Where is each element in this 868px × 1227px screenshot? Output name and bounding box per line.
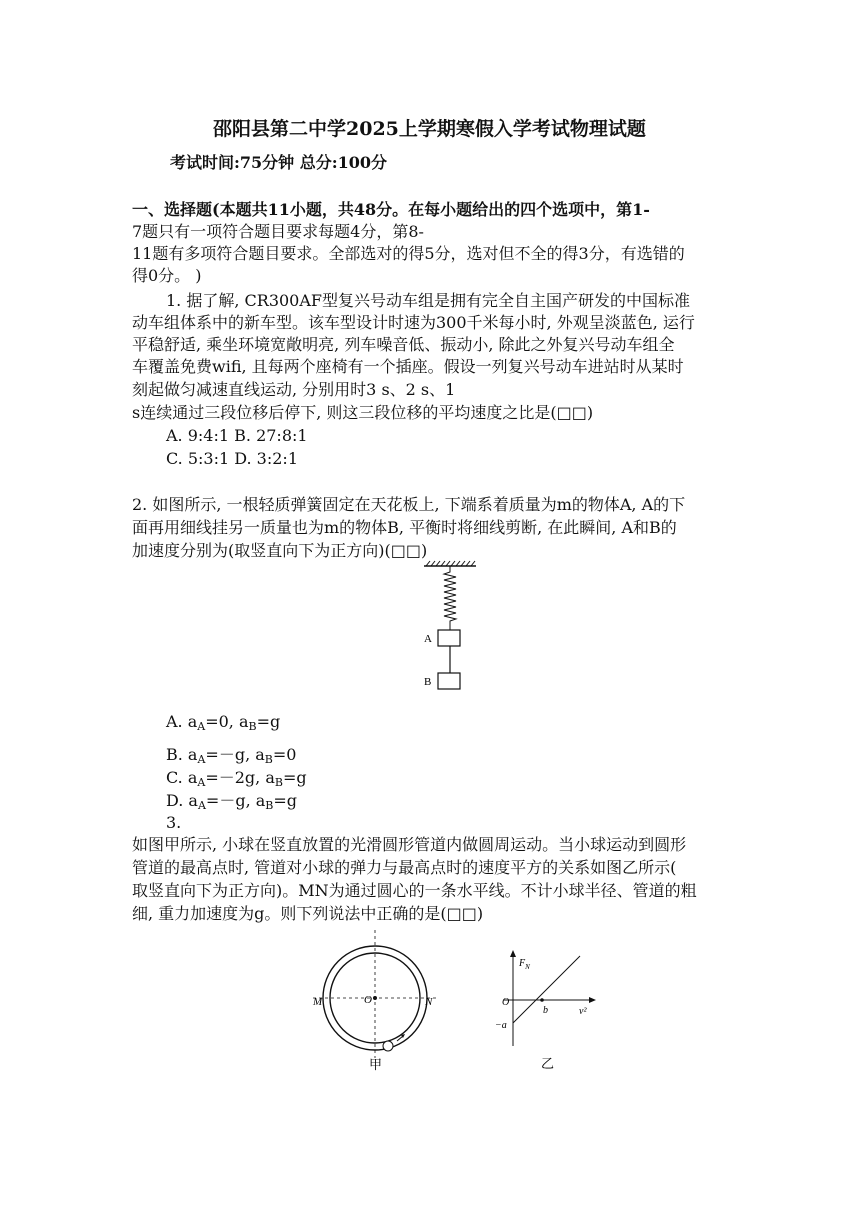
question-3-line: 管道的最高点时, 管道对小球的弹力与最高点时的速度平方的关系如图乙所示( (132, 858, 677, 877)
question-1-line: 动车组体系中的新车型。该车型设计时速为300千米每小时, 外观呈淡蓝色, 运行 (132, 313, 695, 332)
spring (444, 566, 456, 630)
question-2-option-a: A. $a_A=0$, $a_B=g$ (166, 712, 281, 733)
section-heading-line: 得0分。 ) (132, 266, 202, 285)
question-2-option-d: D. $a_A=-g$, $a_B=g$ (166, 791, 298, 812)
spring-block-figure (410, 560, 490, 692)
question-3-line: 如图甲所示, 小球在竖直放置的光滑圆形管道内做圆周运动。当小球运动到圆形 (132, 835, 687, 854)
question-1-line: 1. 据了解, CR300AF型复兴号动车组是拥有完全自主国产研发的中国标准 (166, 291, 691, 310)
caption-yi: 乙 (541, 1056, 555, 1071)
label-b: b (543, 1005, 548, 1016)
question-1-line: 平稳舒适, 乘坐环境宽敞明亮, 列车噪音低、振动小, 除此之外复兴号动车组全 (132, 335, 675, 354)
question-2-line: 2. 如图所示, 一根轻质弹簧固定在天花板上, 下端系着质量为m的物体A, A的下 (132, 495, 686, 514)
y-axis-arrowhead-icon (510, 950, 516, 957)
question-3-line: 取竖直向下为正方向)。MN为通过圆心的一条水平线。不计小球半径、管道的粗 (132, 881, 697, 900)
point-b (540, 998, 544, 1002)
figure-yi (490, 944, 610, 1074)
label-v2: v² (579, 1006, 587, 1017)
label-fn: $F_N$ (519, 958, 530, 971)
block-b (438, 673, 460, 689)
caption-jia: 甲 (369, 1057, 383, 1072)
question-3-number: 3. (166, 813, 182, 832)
question-3-line: 细, 重力加速度为g。则下列说法中正确的是(□□) (132, 904, 484, 923)
label-minus-a: −a (495, 1020, 507, 1031)
section-heading-line: 一、选择题(本题共11小题，共48分。在每小题给出的四个选项中，第1- (132, 200, 650, 219)
x-axis-arrowhead-icon (589, 997, 596, 1003)
section-heading-line: 7题只有一项符合题目要求每题4分，第8- (132, 222, 424, 241)
label-n: N (425, 996, 433, 1008)
question-2-option-c: C. $a_A=-2g$, $a_B=g$ (166, 768, 307, 789)
label-m: M (313, 996, 323, 1008)
ball (383, 1041, 393, 1051)
center-point (373, 996, 377, 1000)
page-title: 邵阳县第二中学2025上学期寒假入学考试物理试题 (213, 118, 646, 140)
question-1-options: C. 5:3:1 D. 3:2:1 (166, 449, 298, 468)
figure-jia (305, 928, 440, 1074)
block-a-label: A (424, 633, 432, 645)
block-b-label: B (424, 676, 432, 688)
exam-info: 考试时间:75分钟 总分:100分 (170, 153, 388, 172)
question-2-line: 加速度分别为(取竖直向下为正方向)(□□) (132, 541, 428, 560)
label-origin: O (502, 997, 510, 1008)
question-1-line: 刻起做匀减速直线运动, 分别用时3 s、2 s、1 (132, 380, 456, 399)
block-a (438, 630, 460, 646)
question-1-options: A. 9:4:1 B. 27:8:1 (166, 426, 308, 445)
question-1-line: 车覆盖免费wifi, 且每两个座椅有一个插座。假设一列复兴号动车进站时从某时 (132, 357, 684, 376)
question-2-line: 面再用细线挂另一质量也为m的物体B, 平衡时将细线剪断, 在此瞬间, A和B的 (132, 518, 677, 537)
question-1-line: s连续通过三段位移后停下, 则这三段位移的平均速度之比是(□□) (132, 403, 594, 422)
question-2-option-b: B. $a_A=-g$, $a_B=0$ (166, 745, 297, 766)
section-heading-line: 11题有多项符合题目要求。全部选对的得5分，选对但不全的得3分，有选错的 (132, 244, 685, 263)
label-o: O (364, 994, 372, 1006)
